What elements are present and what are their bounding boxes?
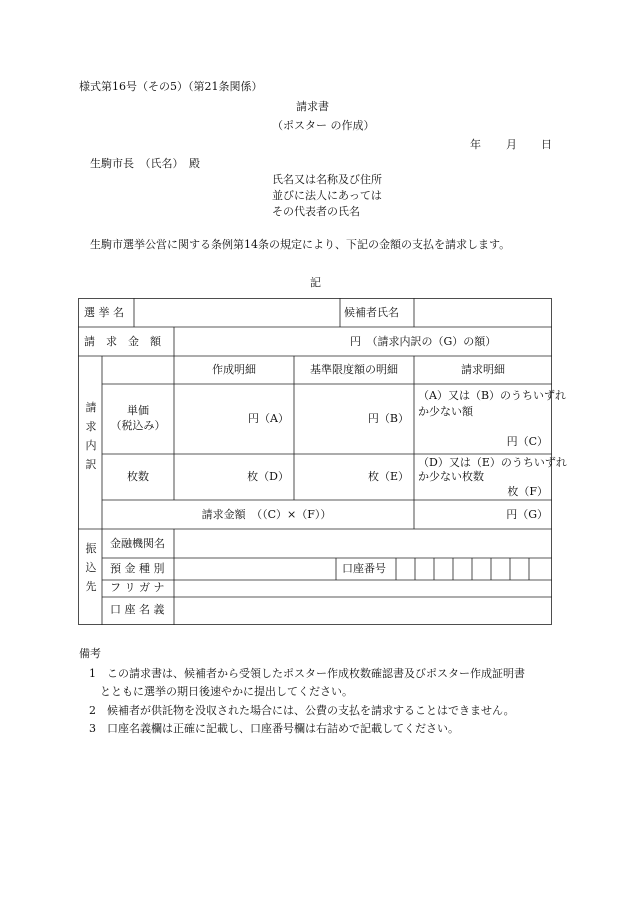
addressee: 生駒市長 （氏名） 殿 — [90, 157, 200, 170]
date-year: 年 — [470, 138, 481, 151]
yen-a: 円（A） — [248, 412, 289, 425]
claim-form-table — [78, 298, 567, 625]
document-title: 請求書 — [296, 100, 329, 113]
claim-amount-value: 円 （請求内訳の（G）の額） — [350, 335, 497, 348]
mai-e: 枚（E） — [367, 470, 409, 483]
f-description-line1: （D）又は（E）のうちいずれ — [418, 456, 567, 469]
col-creation-header: 作成明細 — [212, 363, 256, 376]
breakdown-label: 請求内訳 — [85, 401, 97, 471]
date-day: 日 — [541, 138, 552, 151]
document-subtitle: （ポスター の作成） — [272, 119, 375, 132]
unit-price-tax-label: （税込み） — [110, 419, 166, 432]
account-holder-label: 口 座 名 義 — [110, 603, 165, 616]
claimant-label-line3: その代表者の氏名 — [272, 205, 360, 218]
note-3-text: 口座名義欄は正確に記載し、口座番号欄は右詰めで記載してください。 — [107, 722, 459, 735]
note-3-number: 3 — [89, 722, 96, 735]
election-name-label: 選 挙 名 — [84, 306, 124, 319]
bank-name-label: 金融機関名 — [110, 537, 165, 550]
col-limit-header: 基準限度額の明細 — [310, 363, 398, 376]
mai-d: 枚（D） — [247, 470, 289, 483]
note-1-number: 1 — [89, 667, 96, 680]
note-2-number: 2 — [89, 704, 96, 717]
candidate-name-label: 候補者氏名 — [344, 306, 399, 319]
notes-heading: 備考 — [79, 647, 101, 660]
f-description-line2: か少ない枚数 — [418, 470, 484, 483]
c-description-line1: （A）又は（B）のうちいずれ — [418, 389, 567, 402]
deposit-type-label: 預 金 種 別 — [110, 562, 165, 575]
unit-price-label: 単価 — [127, 404, 149, 417]
claim-total-label: 請求金額 （（C）×（F）） — [201, 508, 332, 521]
count-label: 枚数 — [127, 470, 149, 483]
note-1-line1: この請求書は、候補者から受領したポスター作成枚数確認書及びポスター作成証明書 — [107, 667, 525, 680]
form-number: 様式第16号（その5）（第21条関係） — [79, 80, 263, 93]
transfer-label: 振込先 — [85, 542, 97, 593]
claimant-label-line1: 氏名又は名称及び住所 — [272, 173, 382, 186]
yen-c: 円（C） — [506, 435, 548, 448]
col-claim-header: 請求明細 — [461, 363, 505, 376]
yen-b: 円（B） — [367, 412, 409, 425]
ki-label: 記 — [310, 276, 321, 289]
c-description-line2: か少ない額 — [418, 405, 473, 418]
furigana-label: フ リ ガ ナ — [110, 581, 165, 594]
claim-amount-label: 請 求 金 額 — [84, 335, 161, 348]
yen-g: 円（G） — [506, 508, 548, 521]
claimant-label-line2: 並びに法人にあっては — [272, 189, 382, 202]
note-2-text: 候補者が供託物を没収された場合には、公費の支払を請求することはできません。 — [107, 704, 515, 717]
body-text: 生駒市選挙公営に関する条例第14条の規定により、下記の金額の支払を請求します。 — [90, 238, 511, 251]
note-1-line2: とともに選挙の期日後速やかに提出してください。 — [100, 685, 353, 698]
account-number-label: 口座番号 — [342, 562, 386, 575]
date-month: 月 — [506, 138, 517, 151]
mai-f: 枚（F） — [507, 485, 548, 498]
